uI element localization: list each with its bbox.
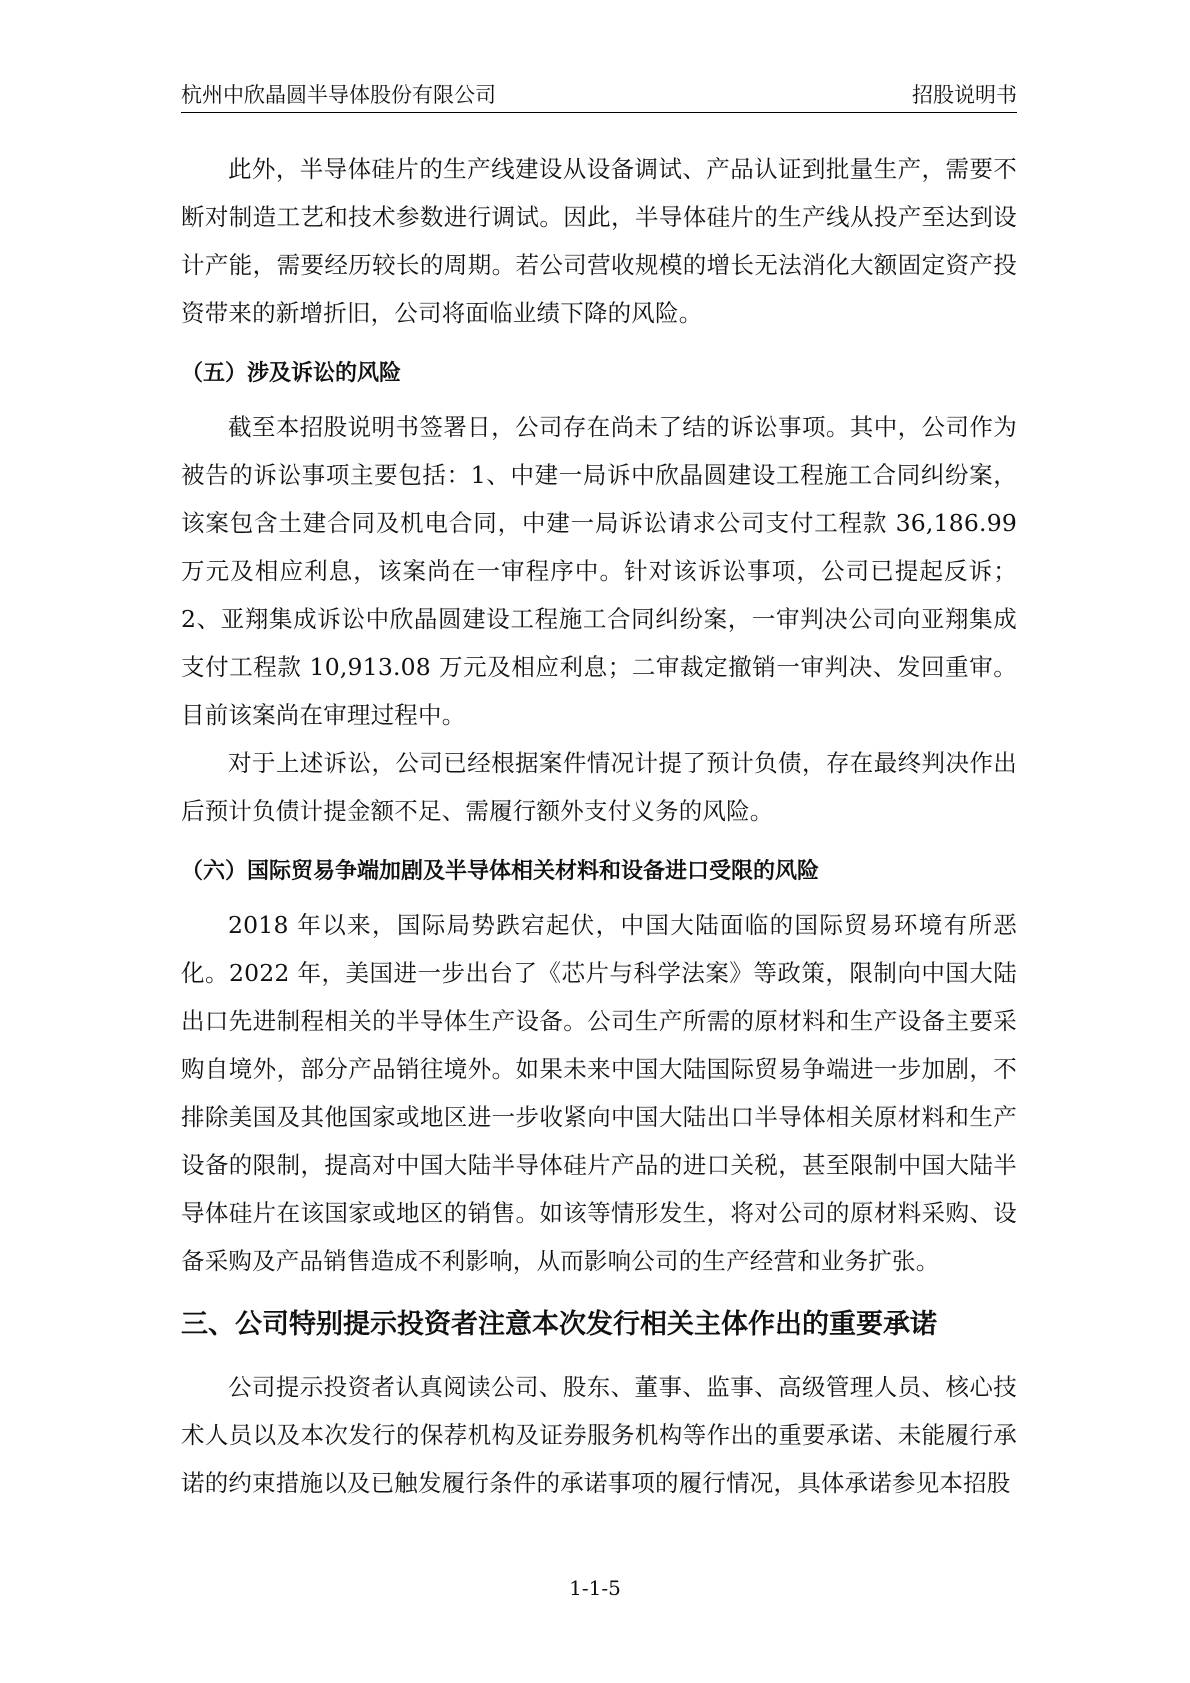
header-document-type: 招股说明书 <box>912 83 1017 107</box>
heading-trade-dispute-risk: （六）国际贸易争端加剧及半导体相关材料和设备进口受限的风险 <box>181 859 820 884</box>
section-heading-commitments: 三、公司特别提示投资者注意本次发行相关主体作出的重要承诺 <box>181 1309 937 1340</box>
paragraph-commitments: 公司提示投资者认真阅读公司、股东、董事、监事、高级管理人员、核心技术人员以及本次发行的保荐机构及证券服务机构等作出的重要承诺、未能履行承诺的约束措施以及已触发履行条件的承诺事项的履行情况，具体承诺参见本招股 <box>181 1373 1017 1497</box>
paragraph-trade-dispute: 2018 年以来，国际局势跌宕起伏，中国大陆面临的国际贸易环境有所恶化。2022 年，美国进一步出台了《芯片与科学法案》等政策，限制向中国大陆出口先进制程相关的半导体生产设备。公司生产所需的原材料和生产设备主要采购自境外，部分产品销往境外。如果未来中国大陆国际贸易争端进一步加剧，不排除美国及其他国家或地区进一步收紧向中国大陆出口半导体相关原材料和生产设备的限制，提高对中国大陆半导体硅片产品的进口关税，甚至限制中国大陆半导体硅片在该国家或地区的销售。如该等情形发生，将对公司的原材料采购、设备采购及产品销售造成不利影响，从而影响公司的生产经营和业务扩张。 <box>181 911 1017 1275</box>
page-header <box>181 82 1017 113</box>
paragraph-litigation-details: 截至本招股说明书签署日，公司存在尚未了结的诉讼事项。其中，公司作为被告的诉讼事项主要包括：1、中建一局诉中欣晶圆建设工程施工合同纠纷案，该案包含土建合同及机电合同，中建一局诉讼请求公司支付工程款 36,186.99 万元及相应利息，该案尚在一审程序中。针对该诉讼事项，公司已提起反诉；2、亚翔集成诉讼中欣晶圆建设工程施工合同纠纷案，一审判决公司向亚翔集成支付工程款 10,913.08 万元及相应利息；二审裁定撤销一审判决、发回重审。目前该案尚在审理过程中。 <box>181 413 1017 729</box>
page-number: 1-1-5 <box>569 1576 621 1600</box>
paragraph-depreciation-risk: 此外，半导体硅片的生产线建设从设备调试、产品认证到批量生产，需要不断对制造工艺和技术参数进行调试。因此，半导体硅片的生产线从投产至达到设计产能，需要经历较长的周期。若公司营收规模的增长无法消化大额固定资产投资带来的新增折旧，公司将面临业绩下降的风险。 <box>181 155 1017 327</box>
heading-litigation-risk: （五）涉及诉讼的风险 <box>181 361 402 386</box>
header-company-name: 杭州中欣晶圆半导体股份有限公司 <box>181 83 496 107</box>
page-content <box>181 145 1017 1507</box>
paragraph-litigation-provision: 对于上述诉讼，公司已经根据案件情况计提了预计负债，存在最终判决作出后预计负债计提金额不足、需履行额外支付义务的风险。 <box>181 749 1017 825</box>
